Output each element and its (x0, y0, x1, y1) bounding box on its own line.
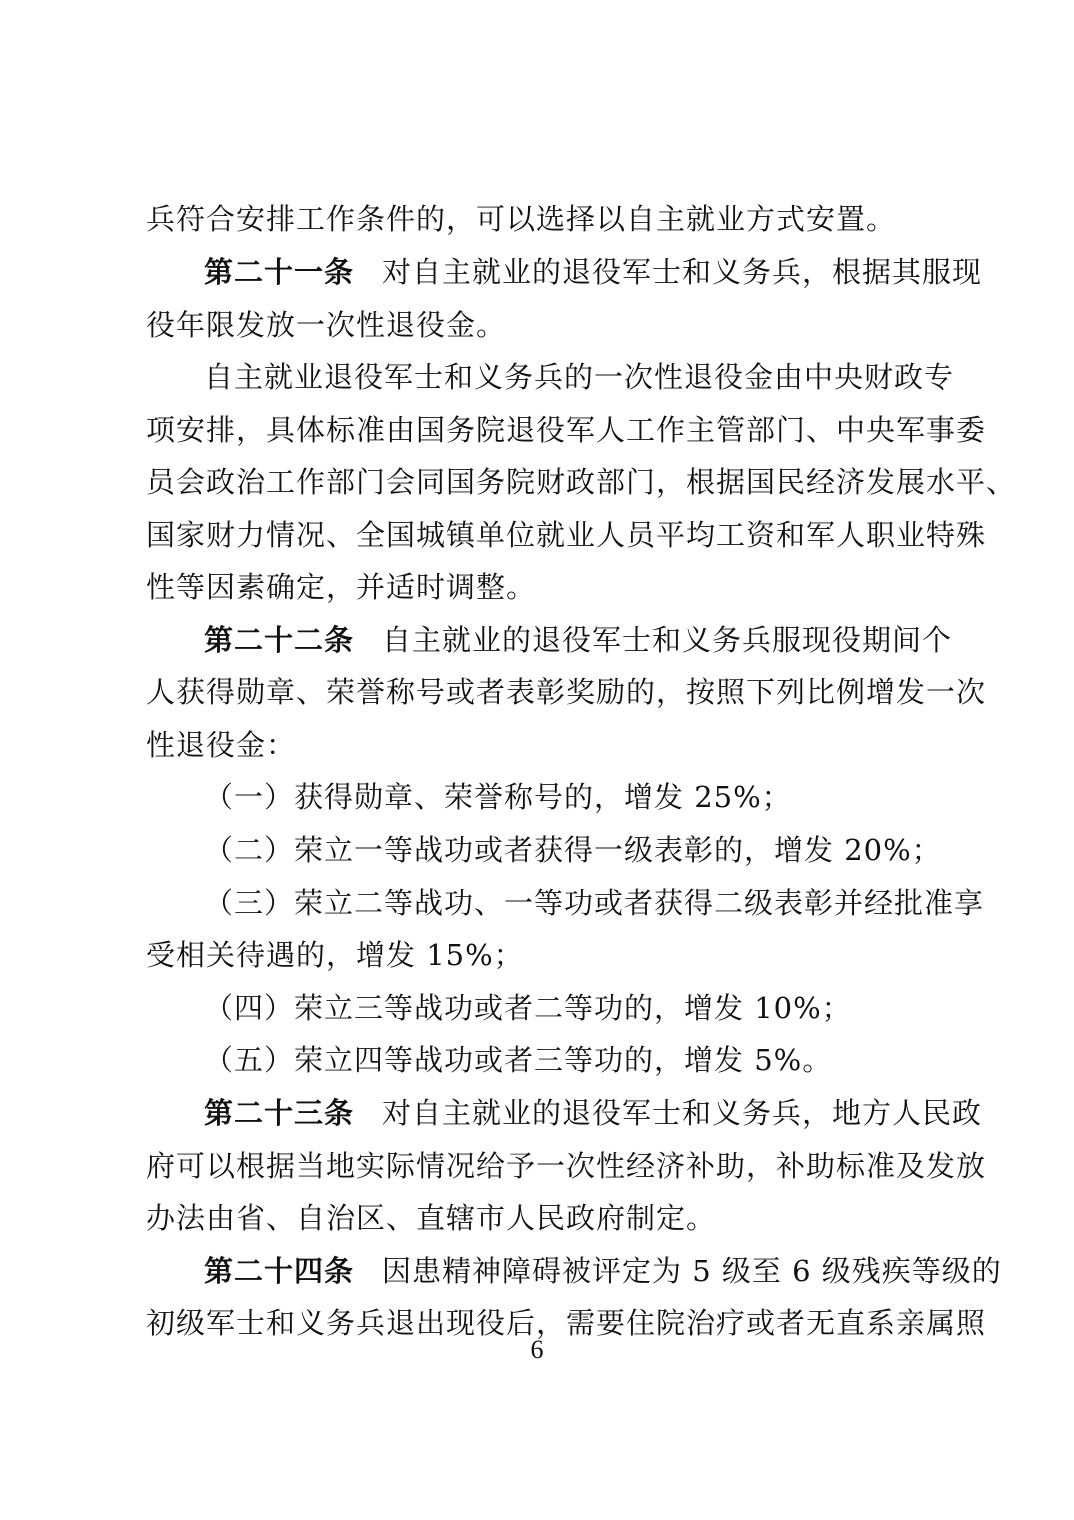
text-line: 自主就业的退役军士和义务兵服现役期间个 (382, 623, 953, 657)
article-22-first-line (204, 620, 1004, 660)
list-item: （四）荣立三等战功或者二等功的，增发 10%； (204, 991, 852, 1025)
list-item: （二）荣立一等战功或者获得一级表彰的，增发 20%； (204, 833, 942, 867)
text-line: 项安排，具体标准由国务院退役军人工作主管部门、中央军事委 (146, 413, 987, 447)
article-heading: 第二十三条 (204, 1096, 355, 1130)
text-line: 初级军士和义务兵退出现役后，需要住院治疗或者无直系亲属照 (146, 1306, 987, 1340)
article-24-first-line (204, 1251, 1004, 1291)
text-line: 役年限发放一次性退役金。 (146, 308, 507, 342)
article-21-first-line (204, 252, 1004, 292)
text-line: 自主就业退役军士和义务兵的一次性退役金由中央财政专 (204, 360, 955, 394)
text-line: 府可以根据当地实际情况给予一次性经济补助，补助标准及发放 (146, 1149, 987, 1183)
text-line: 兵符合安排工作条件的，可以选择以自主就业方式安置。 (146, 202, 897, 236)
article-23-first-line (204, 1093, 1004, 1133)
text-line: 员会政治工作部门会同国务院财政部门，根据国民经济发展水平、 (146, 465, 1017, 499)
text-line: 因患精神障碍被评定为 5 级至 6 级残疾等级的 (382, 1254, 1002, 1288)
text-line: 性退役金： (146, 728, 297, 762)
page-number: 6 (530, 1335, 544, 1364)
article-heading: 第二十一条 (204, 255, 355, 289)
article-heading: 第二十四条 (204, 1254, 355, 1288)
article-heading: 第二十二条 (204, 623, 355, 657)
text-line: 性等因素确定，并适时调整。 (146, 570, 537, 604)
list-item: （一）获得勋章、荣誉称号的，增发 25%； (204, 780, 792, 814)
text-line: 对自主就业的退役军士和义务兵，根据其服现 (382, 255, 983, 289)
text-line: 对自主就业的退役军士和义务兵，地方人民政 (382, 1096, 983, 1130)
list-item-continuation: 受相关待遇的，增发 15%； (146, 938, 524, 972)
text-line: 人获得勋章、荣誉称号或者表彰奖励的，按照下列比例增发一次 (146, 675, 987, 709)
list-item: （五）荣立四等战功或者三等功的，增发 5%。 (204, 1043, 833, 1077)
list-item: （三）荣立二等战功、一等功或者获得二级表彰并经批准享 (204, 886, 985, 920)
text-line: 国家财力情况、全国城镇单位就业人员平均工资和军人职业特殊 (146, 518, 987, 552)
text-line: 办法由省、自治区、直辖市人民政府制定。 (146, 1201, 717, 1235)
